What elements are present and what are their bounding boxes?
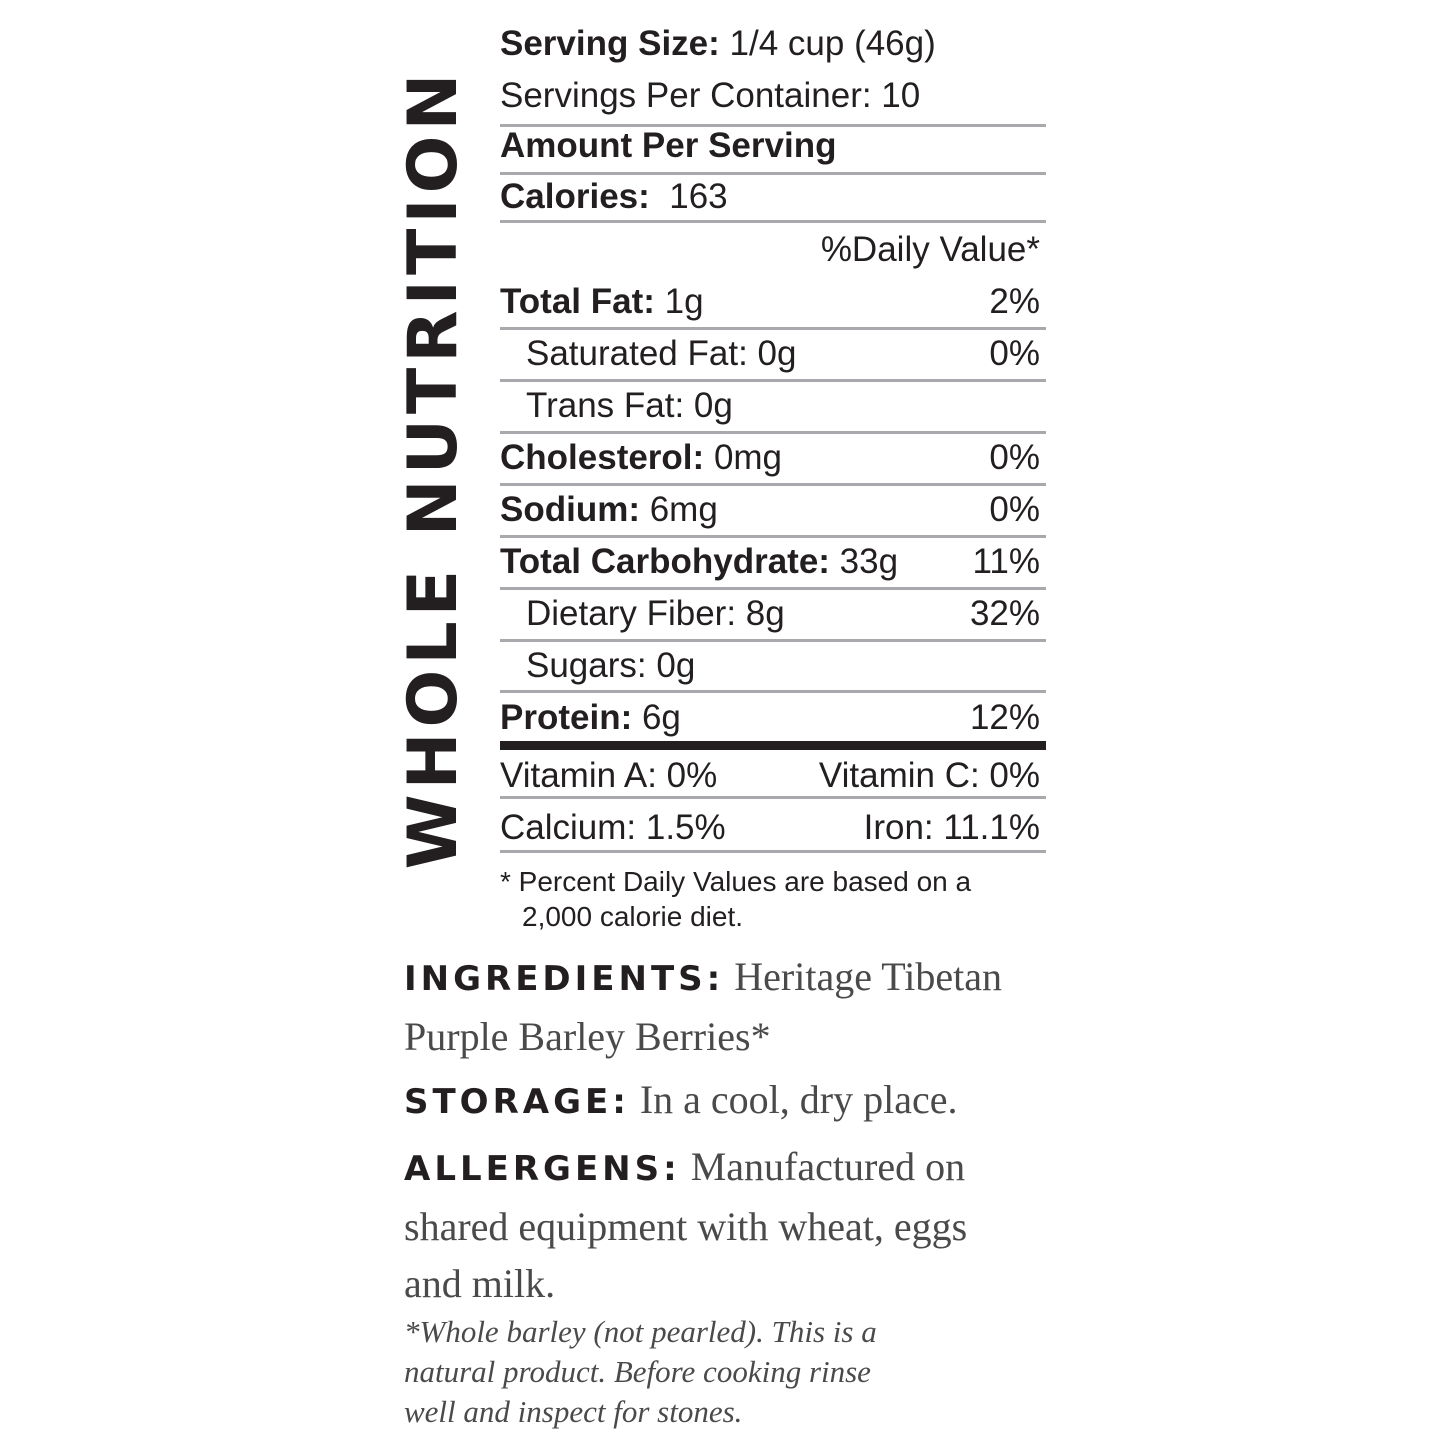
footnote-line: * Percent Daily Values are based on a bbox=[500, 866, 972, 897]
nutrient-daily-value: 2% bbox=[989, 282, 1040, 321]
nutrient-name: Saturated Fat: bbox=[526, 334, 748, 373]
nutrient-daily-value: 32% bbox=[969, 594, 1040, 633]
storage-section bbox=[404, 1071, 1044, 1131]
nutrient-daily-value: 12% bbox=[969, 698, 1040, 737]
nutrient-amount: 33g bbox=[839, 542, 899, 581]
nutrient-row bbox=[500, 542, 1046, 582]
nutrient-daily-value: 0% bbox=[989, 490, 1040, 529]
nutrient-row bbox=[500, 438, 1046, 478]
servings-per-container-row bbox=[500, 76, 1046, 116]
nutrient-name: Total Fat: bbox=[500, 282, 655, 321]
nutrient-name: Dietary Fiber: bbox=[526, 594, 737, 633]
divider bbox=[500, 379, 1046, 382]
allergens-heading: ALLERGENS: bbox=[404, 1149, 681, 1189]
nutrient-daily-value: 11% bbox=[972, 542, 1040, 581]
divider bbox=[500, 483, 1046, 486]
serving-size-value: 1/4 cup (46g) bbox=[729, 24, 936, 63]
thick-divider bbox=[500, 741, 1046, 750]
allergens-text-3: and milk. bbox=[404, 1261, 556, 1306]
divider bbox=[500, 690, 1046, 693]
note-line: well and inspect for stones. bbox=[404, 1394, 743, 1429]
amount-per-serving: Amount Per Serving bbox=[500, 126, 837, 165]
nutrient-amount: 0g bbox=[656, 646, 696, 685]
nutrient-amount: 0g bbox=[693, 386, 733, 425]
note-line: natural product. Before cooking rinse bbox=[404, 1354, 871, 1389]
nutrient-row bbox=[500, 490, 1046, 530]
allergens-text-2: shared equipment with wheat, eggs bbox=[404, 1204, 968, 1249]
nutrient-amount: 0mg bbox=[713, 438, 783, 477]
nutrient-daily-value: 0% bbox=[989, 438, 1040, 477]
product-note bbox=[404, 1312, 1044, 1432]
divider bbox=[500, 639, 1046, 642]
nutrient-amount: 1g bbox=[664, 282, 704, 321]
allergens-text: Manufactured on bbox=[690, 1144, 966, 1189]
divider bbox=[500, 327, 1046, 330]
amount-per-serving-row bbox=[500, 126, 1046, 166]
nutrient-row bbox=[500, 334, 1046, 374]
storage-heading: STORAGE: bbox=[404, 1082, 630, 1122]
nutrient-row bbox=[500, 386, 1046, 426]
vitamin-right: Vitamin C: 0% bbox=[818, 756, 1040, 795]
divider bbox=[500, 796, 1046, 799]
divider bbox=[500, 172, 1046, 175]
vitamin-row bbox=[500, 808, 1046, 848]
divider bbox=[500, 431, 1046, 434]
nutrient-name: Sugars: bbox=[526, 646, 647, 685]
calories-label: Calories: bbox=[500, 177, 650, 216]
serving-size-row bbox=[500, 24, 1046, 64]
ingredients-section bbox=[404, 948, 1044, 1065]
nutrient-row bbox=[500, 282, 1046, 322]
brand-title-vertical bbox=[394, 28, 473, 910]
ingredients-heading: INGREDIENTS: bbox=[404, 959, 725, 999]
nutrient-amount: 6mg bbox=[649, 490, 718, 529]
nutrient-name: Protein: bbox=[500, 698, 633, 737]
nutrient-name: Trans Fat: bbox=[526, 386, 685, 425]
daily-value-header: %Daily Value* bbox=[820, 230, 1040, 269]
nutrient-name: Total Carbohydrate: bbox=[500, 542, 830, 581]
daily-value-header-row bbox=[500, 230, 1046, 270]
vitamin-right: Iron: 11.1% bbox=[863, 808, 1040, 847]
divider bbox=[500, 587, 1046, 590]
calories-row bbox=[500, 177, 1046, 217]
divider bbox=[500, 850, 1046, 853]
nutrient-amount: 6g bbox=[641, 698, 681, 737]
nutrient-row bbox=[500, 698, 1046, 738]
daily-value-footnote bbox=[500, 864, 1046, 934]
divider bbox=[500, 220, 1046, 223]
nutrient-row bbox=[500, 594, 1046, 634]
nutrient-amount: 0g bbox=[757, 334, 797, 373]
ingredients-text-2: Purple Barley Berries* bbox=[404, 1014, 771, 1059]
vitamin-row bbox=[500, 756, 1046, 796]
ingredients-text: Heritage Tibetan bbox=[734, 954, 1002, 999]
servings-per-container: Servings Per Container: 10 bbox=[500, 76, 921, 115]
nutrient-name: Cholesterol: bbox=[500, 438, 705, 477]
storage-text: In a cool, dry place. bbox=[639, 1077, 958, 1122]
footnote-line: 2,000 calorie diet. bbox=[522, 901, 744, 932]
divider bbox=[500, 535, 1046, 538]
note-line: *Whole barley (not pearled). This is a bbox=[404, 1314, 877, 1349]
nutrition-facts-panel bbox=[500, 0, 1046, 940]
calories-value: 163 bbox=[669, 177, 728, 216]
nutrient-amount: 8g bbox=[745, 594, 785, 633]
serving-size-label: Serving Size: bbox=[500, 24, 720, 63]
allergens-section bbox=[404, 1138, 1044, 1312]
vitamin-left: Calcium: 1.5% bbox=[500, 808, 726, 847]
nutrient-name: Sodium: bbox=[500, 490, 640, 529]
nutrient-row bbox=[500, 646, 1046, 686]
brand-title: WHOLE NUTRITION bbox=[394, 68, 473, 870]
nutrient-daily-value: 0% bbox=[989, 334, 1040, 373]
vitamin-left: Vitamin A: 0% bbox=[500, 756, 718, 795]
